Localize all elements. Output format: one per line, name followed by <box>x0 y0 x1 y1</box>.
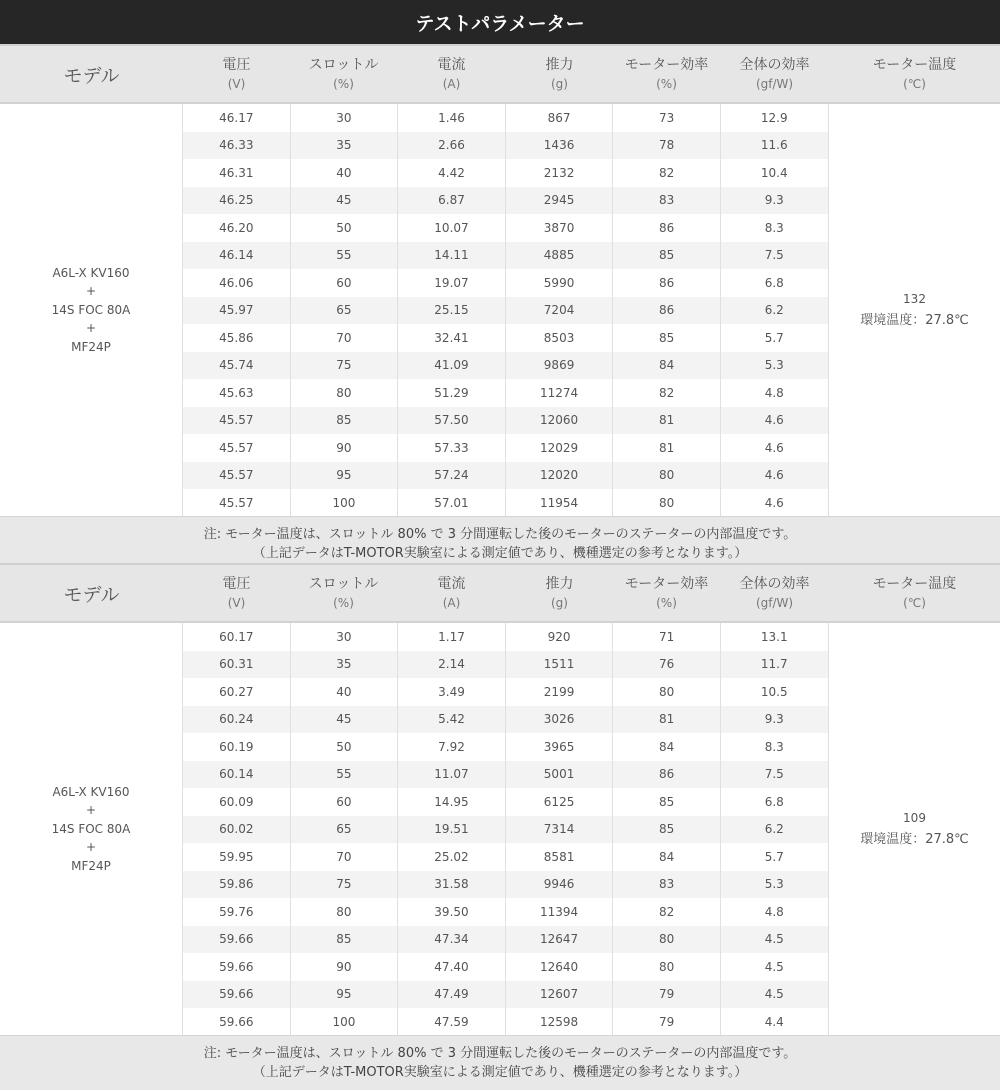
thrust-cell: 6125 <box>506 788 614 816</box>
table-row <box>183 379 829 407</box>
column-name: 推力 <box>545 56 574 73</box>
column-name: 電流 <box>437 56 466 73</box>
throttle-cell: 50 <box>291 214 399 242</box>
voltage-cell: 60.17 <box>183 623 291 651</box>
voltage-cell: 45.63 <box>183 379 291 407</box>
motor-efficiency-header <box>613 46 720 102</box>
voltage-cell: 60.14 <box>183 761 291 789</box>
table-row <box>183 489 829 517</box>
throttle-cell: 70 <box>291 324 399 352</box>
motor-efficiency-cell: 84 <box>613 733 721 761</box>
motor-efficiency-cell: 82 <box>613 379 721 407</box>
overall-efficiency-cell: 11.6 <box>721 132 829 160</box>
motor-efficiency-cell: 80 <box>613 489 721 517</box>
column-name: スロットル <box>308 575 379 592</box>
overall-efficiency-cell: 4.6 <box>721 434 829 462</box>
voltage-cell: 59.66 <box>183 1008 291 1036</box>
footnote <box>0 1035 1000 1090</box>
voltage-cell: 46.25 <box>183 187 291 215</box>
thrust-cell: 5990 <box>506 269 614 297</box>
motor-efficiency-cell: 80 <box>613 953 721 981</box>
table-row <box>183 733 829 761</box>
table-row <box>183 352 829 380</box>
overall-efficiency-header <box>721 565 828 621</box>
thrust-cell: 8503 <box>506 324 614 352</box>
column-unit: (gf/W) <box>755 76 794 91</box>
test-table-2 <box>0 563 1000 1090</box>
column-unit: (℃) <box>903 595 926 610</box>
column-name: モーター温度 <box>872 56 957 73</box>
test-table-1 <box>0 44 1000 572</box>
thrust-cell: 12060 <box>506 407 614 435</box>
voltage-cell: 59.66 <box>183 953 291 981</box>
ambient-temp: 環境温度：27.8℃ <box>860 832 969 847</box>
table-row <box>183 926 829 954</box>
motor-efficiency-cell: 86 <box>613 269 721 297</box>
thrust-cell: 8581 <box>506 843 614 871</box>
motor-efficiency-cell: 84 <box>613 843 721 871</box>
overall-efficiency-cell: 11.7 <box>721 651 829 679</box>
table-row <box>183 953 829 981</box>
column-name: モーター効率 <box>624 56 709 73</box>
overall-efficiency-cell: 6.8 <box>721 788 829 816</box>
column-name: 全体の効率 <box>739 575 810 592</box>
model-line: A6L-X KV160 <box>52 265 130 280</box>
overall-efficiency-cell: 6.8 <box>721 269 829 297</box>
voltage-cell: 60.19 <box>183 733 291 761</box>
table-row <box>183 1008 829 1036</box>
throttle-cell: 55 <box>291 761 399 789</box>
current-cell: 6.87 <box>398 187 506 215</box>
current-cell: 14.95 <box>398 788 506 816</box>
motor-temp-header <box>829 565 1000 621</box>
overall-efficiency-cell: 9.3 <box>721 187 829 215</box>
overall-efficiency-cell: 4.5 <box>721 981 829 1009</box>
current-cell: 47.49 <box>398 981 506 1009</box>
motor-efficiency-cell: 85 <box>613 788 721 816</box>
voltage-cell: 60.31 <box>183 651 291 679</box>
thrust-cell: 12647 <box>506 926 614 954</box>
current-cell: 57.01 <box>398 489 506 517</box>
thrust-cell: 11954 <box>506 489 614 517</box>
model-line: A6L-X KV160 <box>52 784 130 799</box>
model-header: モデル <box>63 64 120 87</box>
throttle-cell: 85 <box>291 926 399 954</box>
table-header <box>0 44 1000 104</box>
motor-efficiency-cell: 81 <box>613 434 721 462</box>
throttle-cell: 75 <box>291 871 399 899</box>
footnote-line: （上記データはT-MOTOR実験室による測定値であり、機種選定の参考となります。） <box>252 1064 748 1080</box>
throttle-cell: 50 <box>291 733 399 761</box>
motor-efficiency-cell: 82 <box>613 159 721 187</box>
thrust-header <box>506 46 613 102</box>
throttle-cell: 95 <box>291 981 399 1009</box>
motor-efficiency-cell: 80 <box>613 462 721 490</box>
throttle-cell: 70 <box>291 843 399 871</box>
motor-efficiency-header <box>613 565 720 621</box>
thrust-cell: 2945 <box>506 187 614 215</box>
column-unit: (A) <box>442 595 461 610</box>
motor-temp-value: 109 <box>903 811 926 825</box>
throttle-cell: 40 <box>291 159 399 187</box>
motor-efficiency-cell: 85 <box>613 816 721 844</box>
footnote-line: （上記データはT-MOTOR実験室による測定値であり、機種選定の参考となります。） <box>252 545 748 561</box>
current-cell: 19.51 <box>398 816 506 844</box>
motor-temp-cell <box>829 104 1000 516</box>
motor-efficiency-cell: 73 <box>613 104 721 132</box>
current-cell: 5.42 <box>398 706 506 734</box>
current-cell: 7.92 <box>398 733 506 761</box>
throttle-cell: 30 <box>291 623 399 651</box>
table-row <box>183 871 829 899</box>
overall-efficiency-cell: 4.6 <box>721 462 829 490</box>
thrust-cell: 12029 <box>506 434 614 462</box>
column-name: 全体の効率 <box>739 56 810 73</box>
model-line: MF24P <box>71 858 111 873</box>
overall-efficiency-header <box>721 46 828 102</box>
table-row <box>183 159 829 187</box>
current-cell: 19.07 <box>398 269 506 297</box>
voltage-cell: 46.17 <box>183 104 291 132</box>
current-cell: 10.07 <box>398 214 506 242</box>
model-line: + <box>85 840 97 855</box>
voltage-cell: 59.66 <box>183 926 291 954</box>
overall-efficiency-cell: 7.5 <box>721 761 829 789</box>
throttle-cell: 45 <box>291 187 399 215</box>
overall-efficiency-cell: 13.1 <box>721 623 829 651</box>
model-line: 14S FOC 80A <box>51 302 131 317</box>
column-unit: (%) <box>656 595 677 610</box>
current-cell: 47.34 <box>398 926 506 954</box>
overall-efficiency-cell: 8.3 <box>721 214 829 242</box>
overall-efficiency-cell: 4.6 <box>721 489 829 517</box>
thrust-cell: 12607 <box>506 981 614 1009</box>
current-cell: 32.41 <box>398 324 506 352</box>
motor-efficiency-cell: 71 <box>613 623 721 651</box>
throttle-cell: 95 <box>291 462 399 490</box>
thrust-cell: 1436 <box>506 132 614 160</box>
current-cell: 25.02 <box>398 843 506 871</box>
overall-efficiency-cell: 5.3 <box>721 871 829 899</box>
voltage-cell: 45.57 <box>183 407 291 435</box>
column-unit: (V) <box>227 76 246 91</box>
data-rows <box>183 104 829 516</box>
table-header <box>0 563 1000 623</box>
current-cell: 11.07 <box>398 761 506 789</box>
table-row <box>183 816 829 844</box>
voltage-cell: 46.14 <box>183 242 291 270</box>
column-name: 電圧 <box>222 56 251 73</box>
overall-efficiency-cell: 10.4 <box>721 159 829 187</box>
table-row <box>183 706 829 734</box>
motor-efficiency-cell: 83 <box>613 187 721 215</box>
motor-efficiency-cell: 83 <box>613 871 721 899</box>
motor-efficiency-cell: 80 <box>613 926 721 954</box>
current-cell: 14.11 <box>398 242 506 270</box>
current-header <box>398 46 505 102</box>
thrust-cell: 3026 <box>506 706 614 734</box>
model-header: モデル <box>63 583 120 606</box>
column-unit: (V) <box>227 595 246 610</box>
table-row <box>183 898 829 926</box>
table-row <box>183 788 829 816</box>
throttle-cell: 90 <box>291 434 399 462</box>
voltage-cell: 46.31 <box>183 159 291 187</box>
throttle-header <box>290 46 397 102</box>
current-header <box>398 565 505 621</box>
motor-efficiency-cell: 85 <box>613 242 721 270</box>
data-rows <box>183 623 829 1035</box>
thrust-cell: 9869 <box>506 352 614 380</box>
voltage-cell: 60.02 <box>183 816 291 844</box>
overall-efficiency-cell: 4.5 <box>721 926 829 954</box>
table-row <box>183 269 829 297</box>
throttle-cell: 85 <box>291 407 399 435</box>
thrust-cell: 4885 <box>506 242 614 270</box>
overall-efficiency-cell: 8.3 <box>721 733 829 761</box>
overall-efficiency-cell: 4.5 <box>721 953 829 981</box>
current-cell: 47.40 <box>398 953 506 981</box>
table-row <box>183 214 829 242</box>
thrust-cell: 12598 <box>506 1008 614 1036</box>
column-unit: (%) <box>656 76 677 91</box>
current-cell: 57.24 <box>398 462 506 490</box>
voltage-cell: 45.97 <box>183 297 291 325</box>
current-cell: 57.50 <box>398 407 506 435</box>
column-name: 電流 <box>437 575 466 592</box>
thrust-cell: 3870 <box>506 214 614 242</box>
throttle-cell: 80 <box>291 379 399 407</box>
thrust-cell: 2132 <box>506 159 614 187</box>
overall-efficiency-cell: 4.4 <box>721 1008 829 1036</box>
table-row <box>183 324 829 352</box>
current-cell: 25.15 <box>398 297 506 325</box>
throttle-cell: 55 <box>291 242 399 270</box>
throttle-cell: 75 <box>291 352 399 380</box>
table-row <box>183 187 829 215</box>
thrust-cell: 867 <box>506 104 614 132</box>
current-cell: 3.49 <box>398 678 506 706</box>
column-unit: (℃) <box>903 76 926 91</box>
thrust-cell: 12640 <box>506 953 614 981</box>
voltage-cell: 60.24 <box>183 706 291 734</box>
voltage-header <box>183 46 290 102</box>
column-name: 電圧 <box>222 575 251 592</box>
thrust-cell: 5001 <box>506 761 614 789</box>
voltage-cell: 59.86 <box>183 871 291 899</box>
table-row <box>183 462 829 490</box>
motor-efficiency-cell: 81 <box>613 706 721 734</box>
motor-temp-value: 132 <box>903 292 926 306</box>
motor-efficiency-cell: 81 <box>613 407 721 435</box>
thrust-cell: 2199 <box>506 678 614 706</box>
column-unit: (gf/W) <box>755 595 794 610</box>
current-cell: 4.42 <box>398 159 506 187</box>
table-row <box>183 104 829 132</box>
throttle-cell: 80 <box>291 898 399 926</box>
overall-efficiency-cell: 6.2 <box>721 816 829 844</box>
overall-efficiency-cell: 5.7 <box>721 324 829 352</box>
footnote-line: 注: モーター温度は、スロットル 80% で 3 分間運転した後のモーターのステーターの内部温度です。 <box>203 1046 797 1061</box>
throttle-cell: 35 <box>291 651 399 679</box>
overall-efficiency-cell: 5.7 <box>721 843 829 871</box>
model-line: MF24P <box>71 339 111 354</box>
voltage-cell: 45.86 <box>183 324 291 352</box>
current-cell: 2.66 <box>398 132 506 160</box>
throttle-cell: 40 <box>291 678 399 706</box>
voltage-cell: 59.76 <box>183 898 291 926</box>
overall-efficiency-cell: 9.3 <box>721 706 829 734</box>
throttle-cell: 60 <box>291 788 399 816</box>
column-unit: (A) <box>442 76 461 91</box>
current-cell: 31.58 <box>398 871 506 899</box>
voltage-cell: 46.06 <box>183 269 291 297</box>
table-row <box>183 981 829 1009</box>
motor-efficiency-cell: 76 <box>613 651 721 679</box>
current-cell: 41.09 <box>398 352 506 380</box>
table-body <box>0 623 1000 1035</box>
column-unit: (g) <box>551 76 568 91</box>
table-row <box>183 242 829 270</box>
model-cell <box>0 104 183 516</box>
motor-efficiency-cell: 86 <box>613 297 721 325</box>
voltage-cell: 60.27 <box>183 678 291 706</box>
table-row <box>183 843 829 871</box>
motor-efficiency-cell: 86 <box>613 214 721 242</box>
motor-temp-cell <box>829 623 1000 1035</box>
voltage-cell: 46.33 <box>183 132 291 160</box>
motor-temp-header <box>829 46 1000 102</box>
thrust-header <box>506 565 613 621</box>
motor-efficiency-cell: 80 <box>613 678 721 706</box>
voltage-cell: 60.09 <box>183 788 291 816</box>
current-cell: 47.59 <box>398 1008 506 1036</box>
overall-efficiency-cell: 4.8 <box>721 379 829 407</box>
current-cell: 2.14 <box>398 651 506 679</box>
current-cell: 39.50 <box>398 898 506 926</box>
column-name: スロットル <box>308 56 379 73</box>
throttle-cell: 90 <box>291 953 399 981</box>
thrust-cell: 11274 <box>506 379 614 407</box>
model-line: + <box>85 321 97 336</box>
motor-efficiency-cell: 78 <box>613 132 721 160</box>
table-row <box>183 434 829 462</box>
voltage-cell: 59.95 <box>183 843 291 871</box>
column-name: モーター温度 <box>872 575 957 592</box>
motor-efficiency-cell: 85 <box>613 324 721 352</box>
voltage-cell: 45.57 <box>183 434 291 462</box>
table-row <box>183 678 829 706</box>
table-row <box>183 297 829 325</box>
overall-efficiency-cell: 7.5 <box>721 242 829 270</box>
thrust-cell: 11394 <box>506 898 614 926</box>
throttle-cell: 35 <box>291 132 399 160</box>
throttle-cell: 45 <box>291 706 399 734</box>
throttle-cell: 60 <box>291 269 399 297</box>
current-cell: 1.17 <box>398 623 506 651</box>
column-name: モーター効率 <box>624 575 709 592</box>
footnote-line: 注: モーター温度は、スロットル 80% で 3 分間運転した後のモーターのステーターの内部温度です。 <box>203 527 797 542</box>
thrust-cell: 9946 <box>506 871 614 899</box>
throttle-cell: 30 <box>291 104 399 132</box>
thrust-cell: 7314 <box>506 816 614 844</box>
table-body <box>0 104 1000 516</box>
overall-efficiency-cell: 4.6 <box>721 407 829 435</box>
ambient-temp: 環境温度：27.8℃ <box>860 313 969 328</box>
overall-efficiency-cell: 12.9 <box>721 104 829 132</box>
throttle-cell: 65 <box>291 297 399 325</box>
throttle-header <box>290 565 397 621</box>
motor-efficiency-cell: 86 <box>613 761 721 789</box>
throttle-cell: 65 <box>291 816 399 844</box>
table-row <box>183 761 829 789</box>
model-line: + <box>85 803 97 818</box>
model-cell <box>0 623 183 1035</box>
motor-efficiency-cell: 84 <box>613 352 721 380</box>
motor-efficiency-cell: 79 <box>613 981 721 1009</box>
page-title: テストパラメーター <box>0 0 1000 44</box>
current-cell: 51.29 <box>398 379 506 407</box>
thrust-cell: 920 <box>506 623 614 651</box>
column-name: 推力 <box>545 575 574 592</box>
thrust-cell: 3965 <box>506 733 614 761</box>
overall-efficiency-cell: 6.2 <box>721 297 829 325</box>
table-row <box>183 407 829 435</box>
throttle-cell: 100 <box>291 1008 399 1036</box>
voltage-cell: 45.57 <box>183 489 291 517</box>
table-row <box>183 623 829 651</box>
model-line: + <box>85 284 97 299</box>
voltage-cell: 45.57 <box>183 462 291 490</box>
throttle-cell: 100 <box>291 489 399 517</box>
table-row <box>183 651 829 679</box>
current-cell: 1.46 <box>398 104 506 132</box>
overall-efficiency-cell: 5.3 <box>721 352 829 380</box>
voltage-cell: 45.74 <box>183 352 291 380</box>
column-unit: (%) <box>333 76 354 91</box>
motor-efficiency-cell: 82 <box>613 898 721 926</box>
voltage-cell: 59.66 <box>183 981 291 1009</box>
voltage-header <box>183 565 290 621</box>
thrust-cell: 1511 <box>506 651 614 679</box>
table-row <box>183 132 829 160</box>
thrust-cell: 7204 <box>506 297 614 325</box>
overall-efficiency-cell: 4.8 <box>721 898 829 926</box>
thrust-cell: 12020 <box>506 462 614 490</box>
column-unit: (g) <box>551 595 568 610</box>
motor-efficiency-cell: 79 <box>613 1008 721 1036</box>
voltage-cell: 46.20 <box>183 214 291 242</box>
column-unit: (%) <box>333 595 354 610</box>
current-cell: 57.33 <box>398 434 506 462</box>
model-line: 14S FOC 80A <box>51 821 131 836</box>
overall-efficiency-cell: 10.5 <box>721 678 829 706</box>
